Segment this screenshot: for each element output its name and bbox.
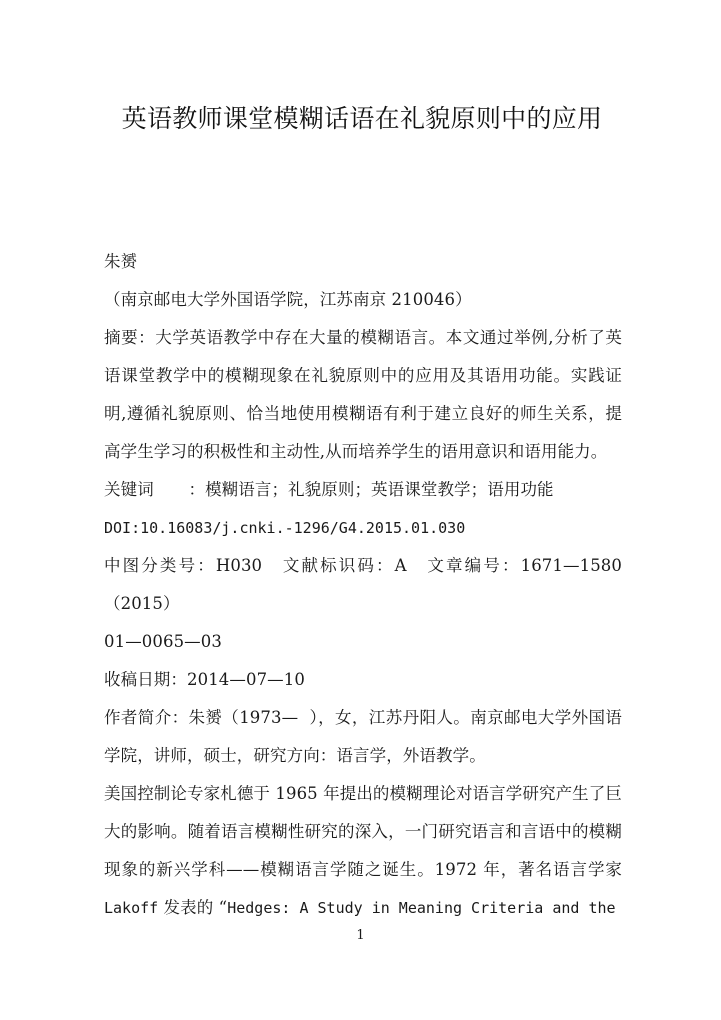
page-title: 英语教师课堂模糊话语在礼貌原则中的应用 (121, 103, 603, 133)
keywords-label: 关键词 (104, 480, 154, 499)
page-number: 1 (356, 928, 365, 943)
doi-line: DOI:10.16083/j.cnki.-1296/G4.2015.01.030 (104, 519, 466, 537)
article-number-continuation: 01—0065—03 (104, 632, 222, 651)
received-date-line: 收稿日期：2014—07—10 (104, 670, 305, 689)
body-paragraph-1 (104, 775, 628, 927)
body-text-run-2: 发表的 “ (158, 898, 228, 917)
article-title-quote: Hedges: A Study in Meaning Criteria and the (227, 899, 616, 917)
keywords-separator: ： (188, 480, 206, 499)
scholar-name-lakoff: Lakoff (104, 899, 159, 917)
author-name: 朱赟 (104, 252, 138, 271)
keywords-value: 模糊语言；礼貌原则；英语课堂教学；语用功能 (205, 480, 554, 499)
keywords-line (104, 471, 622, 509)
abstract-paragraph: 摘要：大学英语教学中存在大量的模糊语言。本文通过举例,分析了英语课堂教学中的模糊现象在礼貌原则中的应用及其语用功能。实践证明,遵循礼貌原则、恰当地使用模糊语有利于建立良好的师生关系，提高学生学习的积极性和主动性,从而培养学生的语用意识和语用能力。 (104, 328, 622, 461)
classification-line: 中图分类号：H030 文献标识码：A 文章编号：1671—1580（2015） (104, 556, 622, 613)
author-bio-paragraph: 作者简介：朱赟（1973— ），女，江苏丹阳人。南京邮电大学外国语学院，讲师，硕士，研究方向：语言学，外语教学。 (104, 708, 622, 765)
body-text-run-1: 美国控制论专家札德于 1965 年提出的模糊理论对语言学研究产生了巨大的影响。随着语言模糊性研究的深入，一门研究语言和言语中的模糊现象的新兴学科——模糊语言学随之诞生。1972 年，著名语言学家 (104, 784, 628, 879)
author-affiliation: （南京邮电大学外国语学院，江苏南京 210046） (104, 290, 472, 309)
document-body (104, 243, 628, 927)
